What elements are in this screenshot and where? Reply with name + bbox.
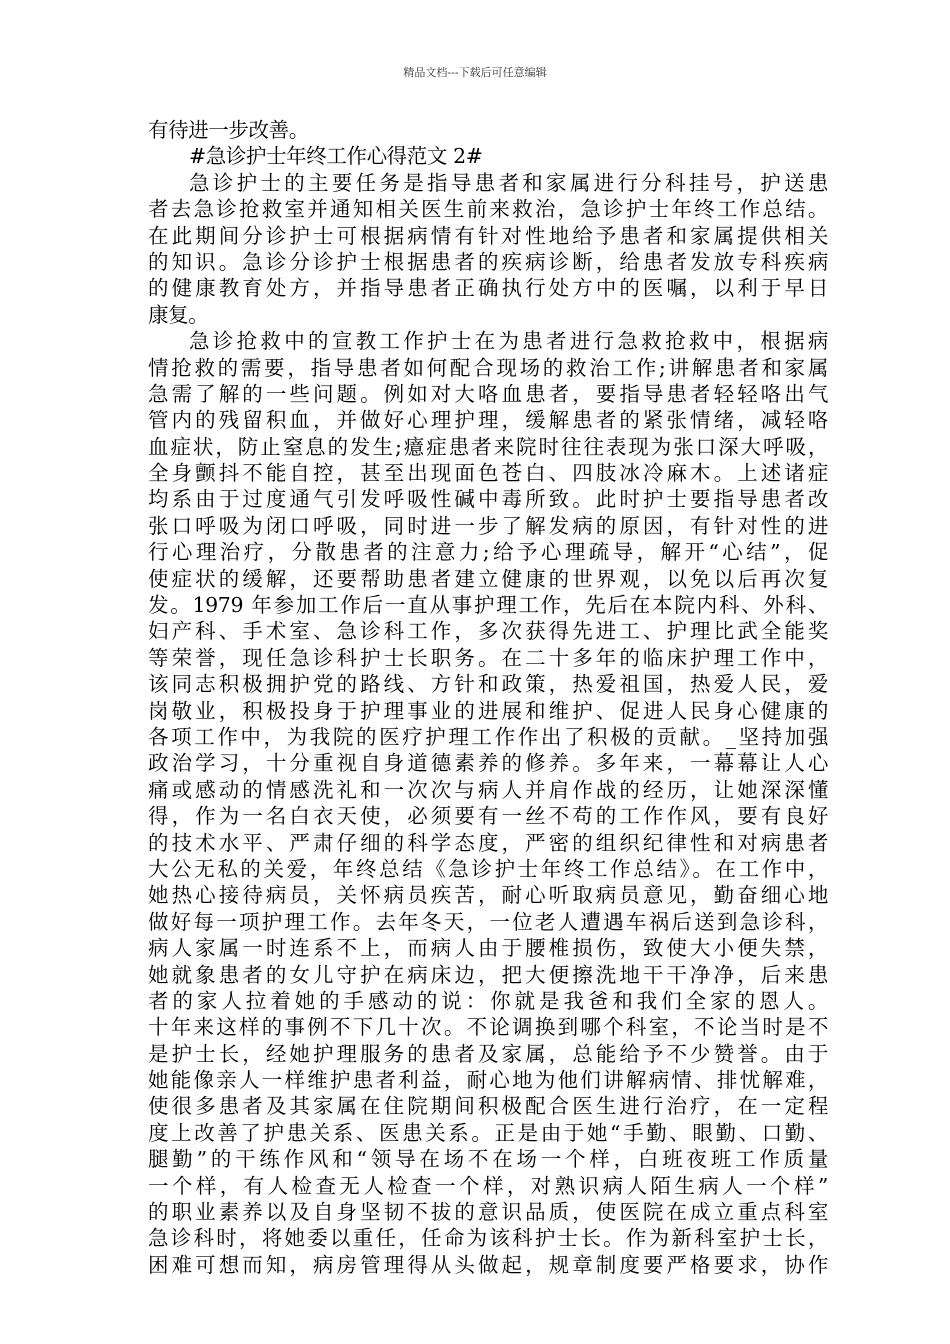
text-line: 她热心接待病员，关怀病员疾苦，耐心听取病员意见，勤奋细心地: [148, 883, 828, 908]
text-line: 的知识。急诊分诊护士根据患者的疾病诊断，给患者发放专科疾病: [148, 249, 828, 274]
text-line: 度上改善了护患关系、医患关系。正是由于她“手勤、眼勤、口勤、: [148, 1120, 828, 1145]
text-line: 等荣誉，现任急诊科护士长职务。在二十多年的临床护理工作中，: [148, 645, 828, 670]
text-line: 均系由于过度通气引发呼吸性碱中毒所致。此时护士要指导患者改: [148, 487, 828, 512]
text-line: 康复。: [148, 302, 209, 327]
text-line: 管内的残留积血，并做好心理护理，缓解患者的紧张情绪，减轻咯: [148, 408, 828, 433]
document-body: [148, 117, 828, 1278]
text-line: 痛或感动的情感洗礼和一次次与病人并肩作战的经历，让她深深懂: [148, 777, 828, 802]
text-line: 得，作为一名白衣天使，必须要有一丝不苟的工作作风，要有良好: [148, 804, 828, 829]
text-line: 者去急诊抢救室并通知相关医生前来救治，急诊护士年终工作总结。: [148, 197, 828, 222]
text-line: 的职业素养以及自身坚韧不拔的意识品质，使医院在成立重点科室: [148, 1200, 828, 1225]
text-line: 十年来这样的事例不下几十次。不论调换到哪个科室，不论当时是不: [148, 1015, 828, 1040]
text-line: 急需了解的一些问题。例如对大咯血患者，要指导患者轻轻咯出气: [148, 381, 828, 406]
text-line: 她就象患者的女儿守护在病床边，把大便擦洗地干干净净，后来患: [148, 962, 828, 987]
text-line: 使症状的缓解，还要帮助患者建立健康的世界观，以免以后再次复: [148, 566, 828, 591]
text-line: 急诊抢救中的宣教工作护士在为患者进行急救抢救中，根据病: [189, 329, 828, 354]
text-line: 腿勤”的干练作风和“领导在场不在场一个样，白班夜班工作质量: [148, 1147, 828, 1172]
text-line: 该同志积极拥护党的路线、方针和政策，热爱祖国，热爱人民，爱: [148, 672, 828, 697]
text-line: 张口呼吸为闭口呼吸，同时进一步了解发病的原因，有针对性的进: [148, 513, 828, 538]
text-line: 的技术水平、严肃仔细的科学态度，严密的组织纪律性和对病患者: [148, 830, 828, 855]
text-line: 大公无私的关爱，年终总结《急诊护士年终工作总结》。在工作中，: [148, 856, 828, 881]
text-line: 发。1979 年参加工作后一直从事护理工作，先后在本院内科、外科、: [148, 593, 828, 618]
text-line: 有待进一步改善。: [148, 118, 309, 142]
text-line: 行心理治疗，分散患者的注意力;给予心理疏导，解开“心结”，促: [148, 540, 828, 565]
text-line: 是护士长，经她护理服务的患者及家属，总能给予不少赞誉。由于: [148, 1041, 828, 1066]
text-line: 急诊护士的主要任务是指导患者和家属进行分科挂号，护送患: [189, 170, 828, 195]
text-line: 她能像亲人一样维护患者利益，耐心地为他们讲解病情、排忧解难，: [148, 1068, 828, 1093]
text-line: 血症状，防止窒息的发生;癔症患者来院时往往表现为张口深大呼吸，: [148, 434, 828, 459]
text-line: 情抢救的需要，指导患者如何配合现场的救治工作;讲解患者和家属: [148, 355, 828, 380]
text-line: 急诊科时，将她委以重任，任命为该科护士长。作为新科室护士长，: [148, 1226, 828, 1251]
text-line: 在此期间分诊护士可根据病情有针对性地给予患者和家属提供相关: [148, 223, 828, 248]
text-line: 全身颤抖不能自控，甚至出现面色苍白、四肢冰冷麻木。上述诸症: [148, 461, 828, 486]
section-heading: #急诊护士年终工作心得范文 2#: [189, 144, 483, 169]
text-line: 一个样，有人检查无人检查一个样，对熟识病人陌生病人一个样”: [148, 1173, 828, 1198]
text-line: 使很多患者及其家属在住院期间积极配合医生进行治疗，在一定程: [148, 1094, 828, 1119]
text-line: 病人家属一时连系不上，而病人由于腰椎损伤，致使大小便失禁，: [148, 936, 828, 961]
text-line: 各项工作中，为我院的医疗护理工作作出了积极的贡献。_坚持加强: [148, 724, 828, 749]
text-line: 妇产科、手术室、急诊科工作，多次获得先进工、护理比武全能奖: [148, 619, 828, 644]
text-line: 政治学习，十分重视自身道德素养的修养。多年来，一幕幕让人心: [148, 751, 828, 776]
text-line: 困难可想而知，病房管理得从头做起，规章制度要严格要求，协作: [148, 1252, 828, 1277]
page-header: 精品文档---下载后可任意编辑: [403, 66, 547, 79]
text-line: 岗敬业，积极投身于护理事业的进展和维护、促进人民身心健康的: [148, 698, 828, 723]
text-line: 者的家人拉着她的手感动的说：你就是我爸和我们全家的恩人。: [148, 988, 828, 1013]
text-line: 做好每一项护理工作。去年冬天，一位老人遭遇车祸后送到急诊科，: [148, 909, 828, 934]
text-line: 的健康教育处方，并指导患者正确执行处方中的医嘱，以利于早日: [148, 276, 828, 301]
